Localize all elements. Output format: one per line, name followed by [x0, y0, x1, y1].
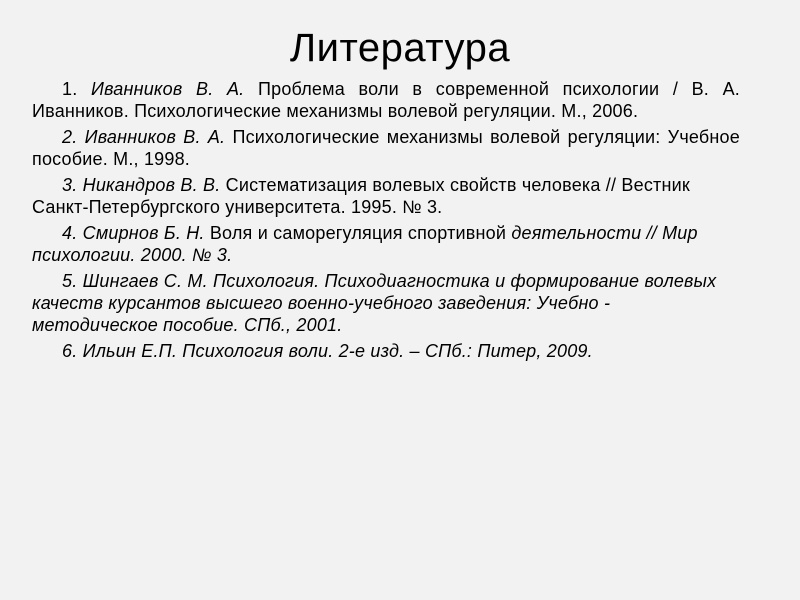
reference-item-1	[32, 78, 740, 122]
reference-number: 4.	[62, 223, 78, 243]
reference-number: 1.	[62, 79, 78, 99]
reference-number: 5.	[62, 271, 78, 291]
reference-item-6	[32, 340, 740, 362]
reference-number: 6.	[62, 341, 78, 361]
reference-text: Систематизация волевых свойств человека // Вестник Санкт-Петербургского университета. 1995. № 3.	[32, 175, 690, 217]
reference-text-italic: деятельности // Мир психологии. 2000. № 3.	[32, 223, 698, 265]
reference-item-5	[32, 270, 740, 336]
reference-author: Смирнов Б. Н.	[82, 223, 205, 243]
reference-text: Психологические механизмы волевой регуляции: Учебное пособие. М., 1998.	[32, 127, 740, 169]
reference-number: 2.	[62, 127, 78, 147]
reference-item-3	[32, 174, 740, 218]
reference-item-2	[32, 126, 740, 170]
reference-author: Иванников В. А.	[91, 79, 245, 99]
reference-text: Проблема воли в современной психологии / В. А. Иванников. Психологические механизмы волевой регуляции. М., 2006.	[32, 79, 740, 121]
reference-text-italic: Ильин Е.П. Психология воли. 2-е изд. – СПб.: Питер, 2009.	[82, 341, 593, 361]
reference-number: 3.	[62, 175, 78, 195]
reference-item-4	[32, 222, 740, 266]
reference-author: Никандров В. В.	[82, 175, 221, 195]
reference-author: Иванников В. А.	[84, 127, 226, 147]
slide-title: Литература	[289, 26, 511, 70]
reference-text-italic: Шингаев С. М. Психология. Психодиагностика и формирование волевых качеств курсантов высшего военно-учебного заведения: Учебно - методическое пособие. СПб., 2001.	[32, 271, 717, 335]
reference-list	[32, 78, 740, 366]
reference-text: Воля и саморегуляция спортивной	[209, 223, 507, 243]
